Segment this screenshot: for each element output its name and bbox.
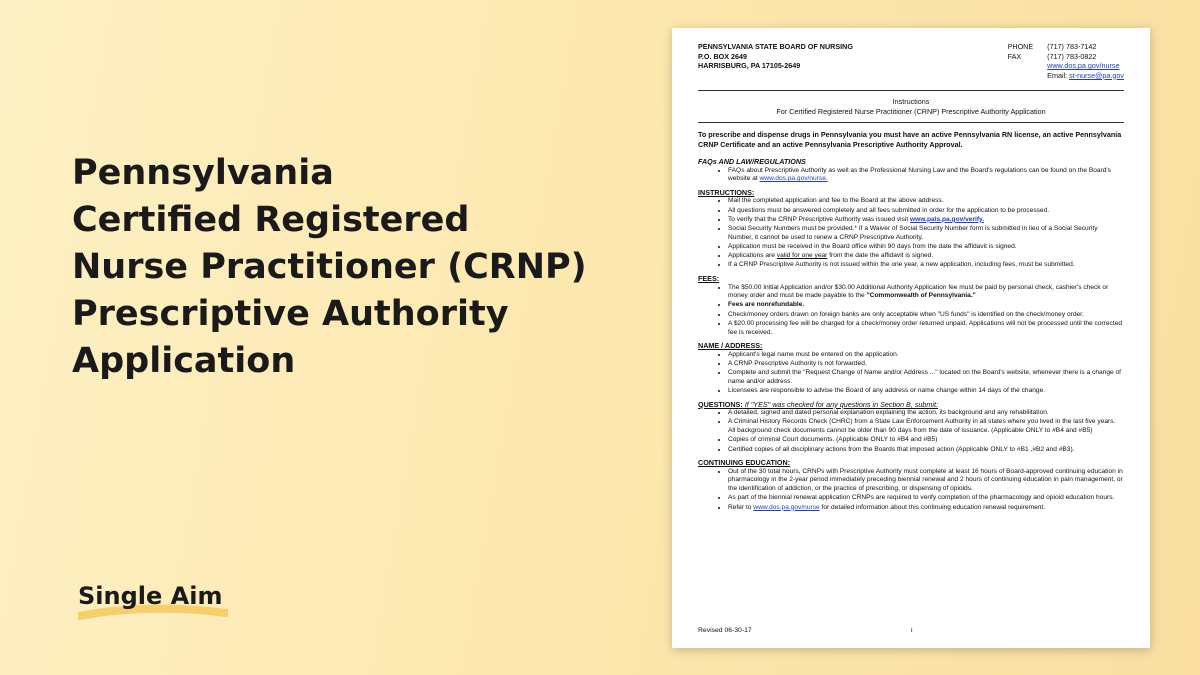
address-line: P.O. BOX 2649 — [698, 51, 748, 61]
list-item — [728, 216, 1124, 225]
continuing-education-list — [698, 468, 1124, 513]
brand-logo — [78, 582, 222, 610]
questions-subtitle: If "YES" was checked for any questions in Section B, submit: — [744, 399, 939, 409]
faq-list — [698, 167, 1124, 184]
list-item — [728, 252, 1124, 261]
email-link[interactable]: st-nurse@pa.gov — [1069, 70, 1124, 80]
document-footer — [698, 627, 1124, 634]
list-item: • As part of the biennial renewal application CRNPs are required to verify completion of the pharmacology and opioid education hours. — [728, 494, 1124, 503]
list-item-text: Applications are — [728, 252, 775, 260]
board-contact — [1008, 42, 1124, 80]
title-line: Pennsylvania — [72, 153, 334, 193]
list-item: • Licensees are responsible to advise the Board of any address or name change within 14 days of the change. — [728, 387, 1124, 396]
title-line: Nurse Practitioner (CRNP) — [72, 247, 587, 287]
list-item: • Check/money orders drawn on foreign banks are only acceptable when "US funds" is identified on the check/money order. — [728, 311, 1124, 320]
list-item: • Out of the 30 total hours, CRNPs with Prescriptive Authority must complete at least 16 hours of Board-approved continuing education in pharmacology in the 2-year period immediately preceding biennial renewal and 2 hours of continuing education in pain management, or the identification of addiction, or the practice of prescribing, or dispensing of opioids. — [728, 468, 1124, 494]
list-item: • A CRNP Prescriptive Authority is not forwarded. — [728, 360, 1124, 369]
address-line: HARRISBURG, PA 17105-2649 — [698, 61, 801, 70]
title-line: Prescriptive Authority — [72, 294, 509, 334]
list-item-text: from the date the affidavit is signed. — [829, 252, 934, 260]
intro-text: To prescribe and dispense drugs in Pennsylvania you must have an active Pennsylvania RN license, an active Pennsylvania CRNP Certificate and an active Pennsylvania Prescriptive Authority Approval. — [698, 130, 1122, 149]
document-header — [698, 42, 1124, 80]
list-item-text: FAQs about Prescriptive Authority as well as the Professional Nursing Law and the Board's regulations can be found on the Board's website at — [728, 166, 1111, 183]
contact-label — [1008, 61, 1048, 71]
list-item: • Social Security Numbers must be provided.* If a Waiver of Social Security Number form is submitted in lieu of a Social Security Number, it cannot be used to renew a CRNP Prescriptive Authority. — [728, 225, 1124, 242]
list-item: • A $20.00 processing fee will be charged for a check/money order returned unpaid. Applications will not be processed until the corrected fee is received. — [728, 320, 1124, 337]
divider — [698, 90, 1124, 91]
address-line: PENNSYLVANIA STATE BOARD OF NURSING — [698, 42, 853, 51]
document-subheading: For Certified Registered Nurse Practitioner (CRNP) Prescriptive Authority Application — [776, 106, 1046, 116]
name-address-list — [698, 351, 1124, 396]
list-item: • Copies of criminal Court documents. (Applicable ONLY to #B4 and #B5) — [728, 436, 1124, 445]
list-item: • Complete and submit the "Request Change of Name and/or Address ..." located on the Board's website, whenever there is a change of name and/or address. — [728, 369, 1124, 386]
list-item — [728, 167, 1124, 184]
faq-link[interactable]: www.dos.pa.gov/nurse. — [759, 175, 828, 183]
list-item: • Fees are nonrefundable. — [728, 301, 1124, 310]
page-number: i — [911, 627, 913, 634]
contact-value: (717) 783-0822 — [1047, 51, 1097, 61]
instructions-list — [698, 197, 1124, 270]
title-line: Certified Registered — [72, 200, 470, 240]
list-item-text: Refer to — [728, 503, 752, 511]
name-address-section-title: NAME / ADDRESS: — [698, 341, 763, 351]
email-line — [1047, 71, 1124, 81]
contact-value: (717) 783-7142 — [1047, 42, 1097, 51]
questions-title: QUESTIONS: — [698, 399, 743, 409]
title-line: Application — [72, 341, 296, 381]
faq-section-title: FAQs AND LAW/REGULATIONS — [698, 157, 806, 166]
website-link[interactable]: www.dos.pa.gov/nurse — [1047, 61, 1120, 70]
revision-date: Revised 06-30-17 — [698, 627, 752, 634]
contact-label: PHONE — [1007, 42, 1034, 51]
list-item — [728, 284, 1124, 301]
list-item: • Application must be received in the Board office within 90 days from the date the affidavit is signed. — [728, 243, 1124, 252]
page-title — [72, 150, 632, 385]
list-item: • Mail the completed application and fee to the Board at the above address. — [728, 197, 1124, 206]
brand-name: Single Aim — [78, 582, 223, 610]
contact-label: FAX — [1007, 51, 1022, 61]
document-heading: Instructions — [892, 97, 930, 106]
list-item-bold: "Commonwealth of Pennsylvania." — [866, 292, 976, 300]
list-item: • If a CRNP Prescriptive Authority is not issued within the one year, a new application, including fees, must be submitted. — [728, 261, 1124, 270]
list-item-text: The $50.00 Initial Application and/or $30.00 Additional Authority Application fee must be paid by personal check, cashier's check or money order and must be made payable to the — [728, 283, 1109, 300]
questions-section-title — [698, 400, 1124, 410]
fees-section-title: FEES: — [698, 274, 720, 284]
document-preview — [672, 28, 1150, 648]
list-item: • All questions must be answered completely and all fees submitted in order for the application to be processed. — [728, 207, 1124, 216]
list-item: • A detailed, signed and dated personal explanation explaining the action, its background and any rehabilitation. — [728, 409, 1124, 418]
divider — [698, 122, 1124, 123]
continuing-education-section-title: CONTINUING EDUCATION: — [698, 458, 791, 468]
verify-link[interactable]: www.pals.pa.gov/verify. — [910, 215, 985, 223]
list-item — [728, 504, 1124, 513]
list-item-text: To verify that the CRNP Prescriptive Authority was issued visit — [728, 215, 909, 223]
board-address — [698, 42, 853, 80]
list-item-text: for detailed information about this continuing education renewal requirement. — [821, 503, 1046, 511]
instructions-section-title: INSTRUCTIONS: — [698, 187, 755, 197]
email-label: Email: — [1047, 70, 1068, 80]
list-item: • A Criminal History Records Check (CHRC) from a State Law Enforcement Authority in all states where you lived in the last five years. All background check documents cannot be older than 90 days from the date of issuance. (Applicable ONLY to #B4 and #B5) — [728, 418, 1124, 435]
list-item-underlined: valid for one year — [776, 252, 828, 260]
fees-list — [698, 284, 1124, 338]
list-item: • Certified copies of all disciplinary actions from the Boards that imposed action (Applicable ONLY to #B1 ,#B2 and #B3). — [728, 446, 1124, 455]
list-item: • Applicant's legal name must be entered on the application. — [728, 351, 1124, 360]
questions-list — [698, 409, 1124, 454]
ce-link[interactable]: www.dos.pa.gov/nurse — [753, 503, 820, 511]
